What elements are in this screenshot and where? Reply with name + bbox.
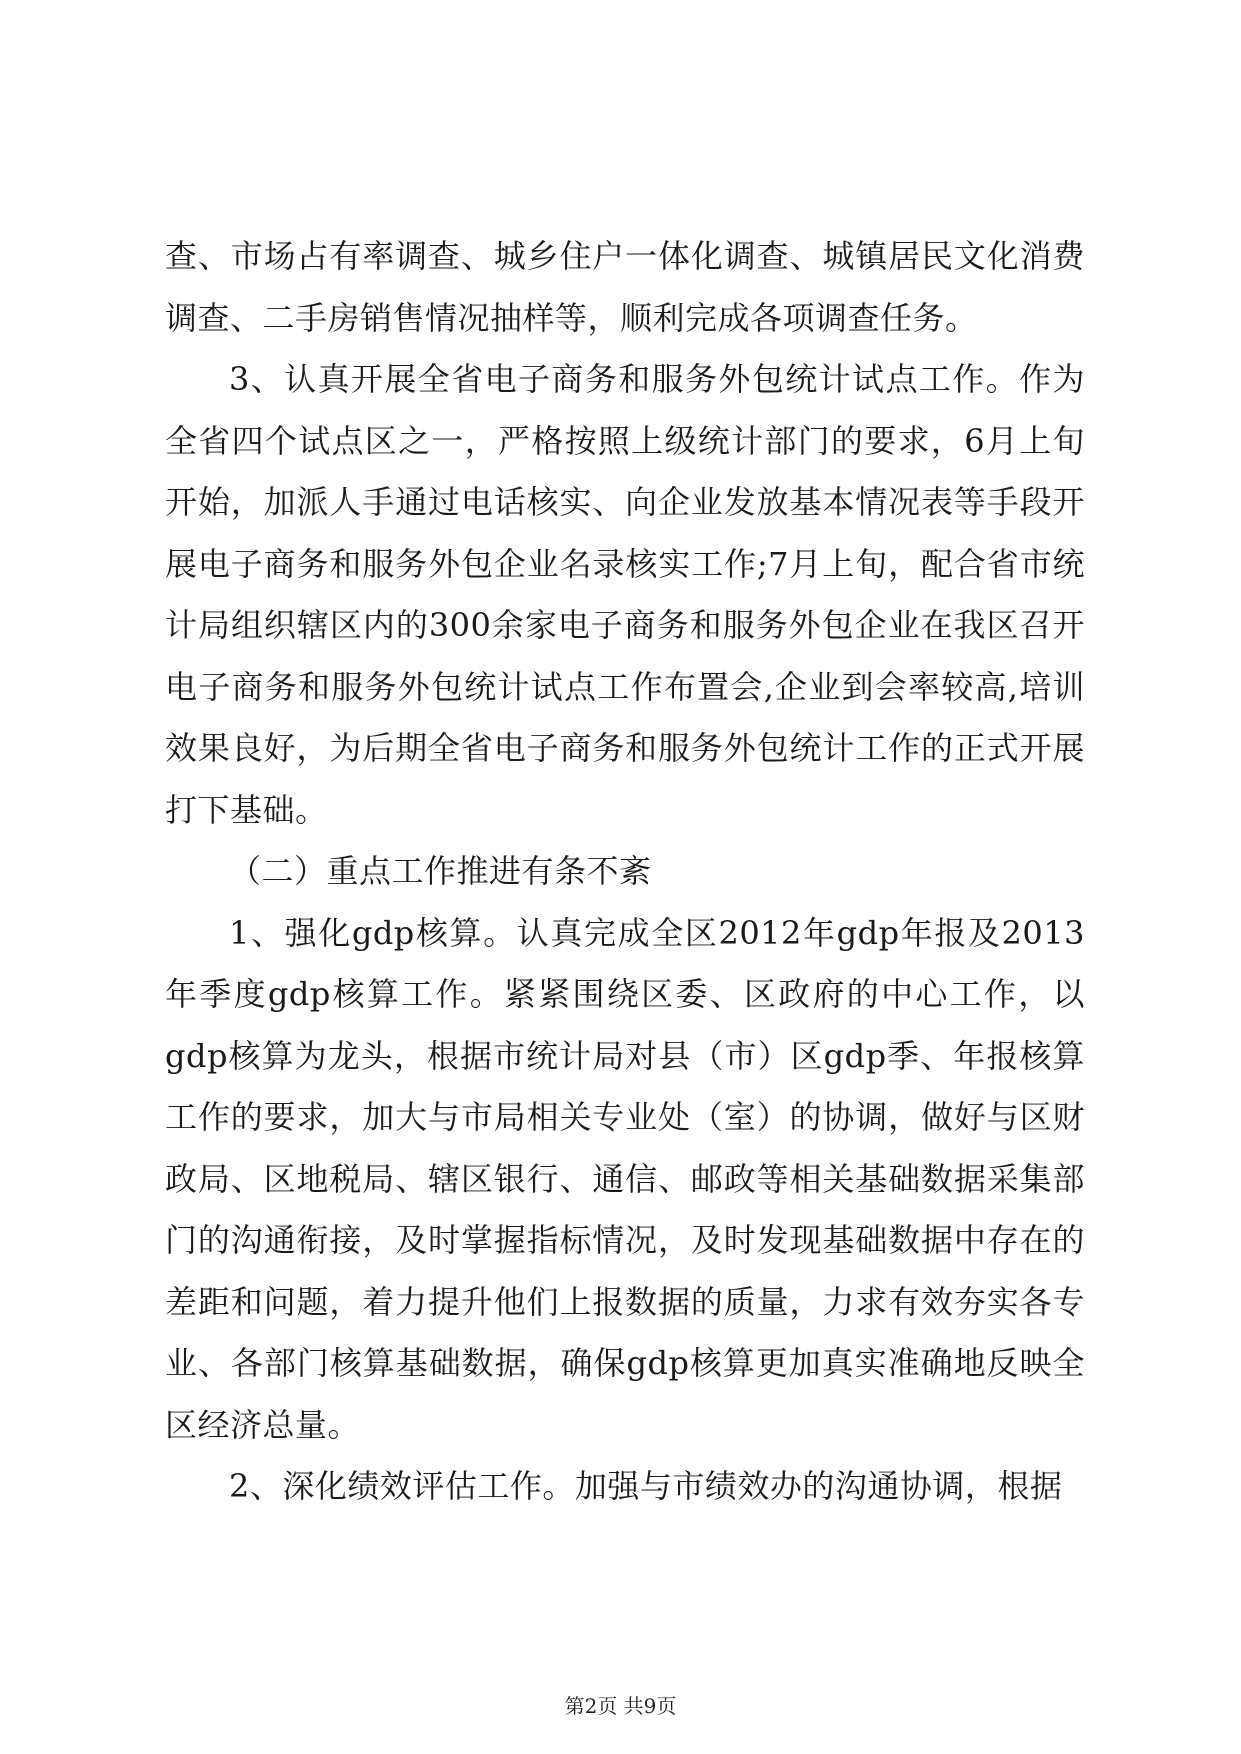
section-heading: （二）重点工作推进有条不紊 <box>229 852 652 890</box>
paragraph-gdp-accounting: 1、强化gdp核算。认真完成全区2012年gdp年报及2013年季度gdp核算工作。紧紧围绕区委、区政府的中心工作，以gdp核算为龙头，根据市统计局对县（市）区gdp季、年报核算工作的要求，加大与市局相关专业处（室）的协调，做好与区财政局、区地税局、辖区银行、通信、邮政等相关基础数据采集部门的沟通衔接，及时掌握指标情况，及时发现基础数据中存在的差距和问题，着力提升他们上报数据的质量，力求有效夯实各专业、各部门核算基础数据，确保gdp核算更加真实准确地反映全区经济总量。 <box>165 913 1085 1444</box>
page-number-footer: 第2页 共9页 <box>564 1694 677 1718</box>
document-body <box>165 226 1085 1518</box>
paragraph-performance-evaluation: 2、深化绩效评估工作。加强与市绩效办的沟通协调，根据 <box>229 1467 1063 1505</box>
paragraph-continuation: 查、市场占有率调查、城乡住户一体化调查、城镇居民文化消费调查、二手房销售情况抽样等，顺利完成各项调查任务。 <box>165 237 1085 337</box>
paragraph-ecommerce-pilot: 3、认真开展全省电子商务和服务外包统计试点工作。作为全省四个试点区之一，严格按照上级统计部门的要求，6月上旬开始，加派人手通过电话核实、向企业发放基本情况表等手段开展电子商务和服务外包企业名录核实工作;7月上旬，配合省市统计局组织辖区内的300余家电子商务和服务外包企业在我区召开电子商务和服务外包统计试点工作布置会,企业到会率较高,培训效果良好，为后期全省电子商务和服务外包统计工作的正式开展打下基础。 <box>165 360 1085 829</box>
